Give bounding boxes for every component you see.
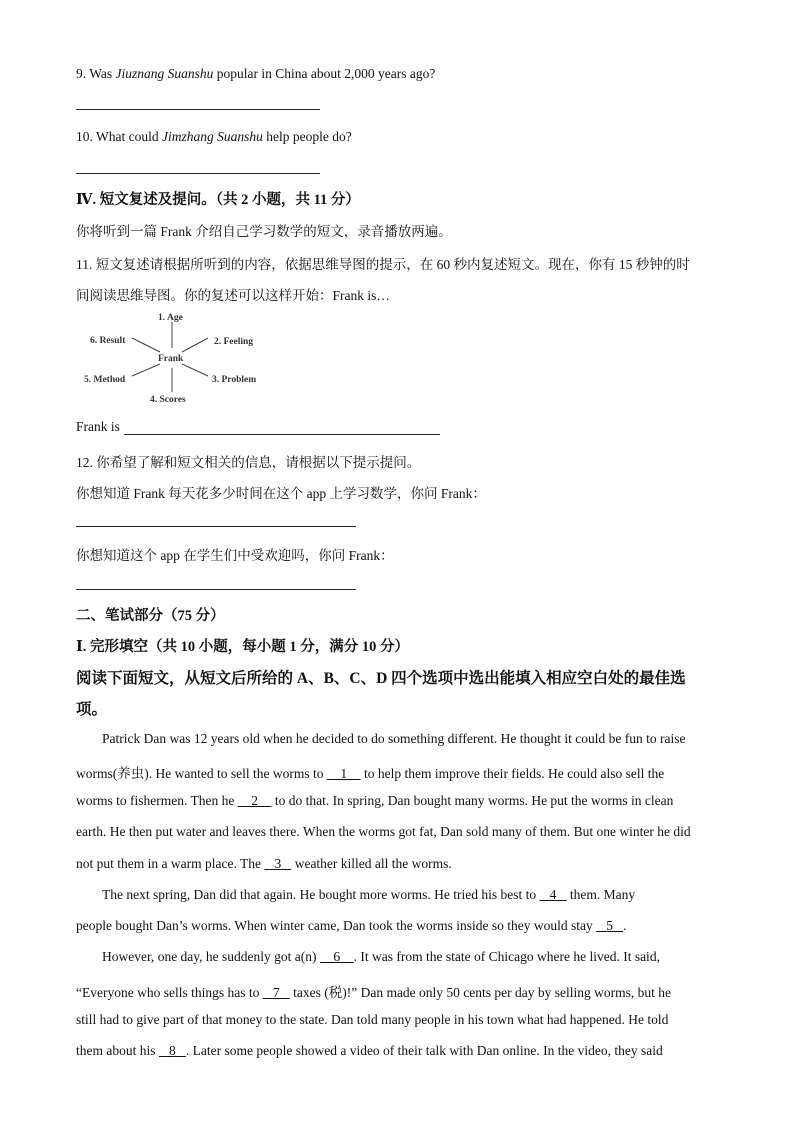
passage-p1-line1: Patrick Dan was 12 years old when he decided to do something different. He thought it could be fun to raise <box>102 731 686 746</box>
part-2-heading: 二、笔试部分（75 分） <box>76 608 225 624</box>
mind-map-node-problem: 3. Problem <box>212 375 257 385</box>
mind-map-node-scores: 4. Scores <box>150 395 186 405</box>
retell-answer-line[interactable] <box>124 422 440 435</box>
blank-6[interactable]: 6 <box>333 949 341 964</box>
mind-map-diagram <box>84 308 274 408</box>
answer-line-9[interactable] <box>76 109 320 110</box>
mind-map-center: Frank <box>158 354 184 364</box>
passage-p3-line1: However, one day, he suddenly got a(n) 6 . It was from the state of Chicago where he lived. It said, <box>102 949 660 964</box>
blank-3[interactable]: 3 <box>274 856 282 871</box>
question-12-prompt-b: 你想知道这个 app 在学生们中受欢迎吗，你问 Frank： <box>76 548 394 563</box>
passage-p2-line2: people bought Dan’s worms. When winter came, Dan took the worms inside so they would stay 5 . <box>76 918 627 933</box>
section-4-intro: 你将听到一篇 Frank 介绍自己学习数学的短文，录音播放两遍。 <box>76 224 452 239</box>
cloze-instruction-line2: 项。 <box>76 701 108 718</box>
passage-p1-line4: earth. He then put water and leaves there. When the worms got fat, Dan sold many of them. But one winter he did <box>76 824 691 839</box>
mind-map-node-result: 6. Result <box>90 336 126 346</box>
passage-p1-line3: worms to fishermen. Then he 2 to do that. In spring, Dan bought many worms. He put the worms in clean <box>76 793 674 808</box>
passage-p1-line5: not put them in a warm place. The 3 weather killed all the worms. <box>76 856 452 871</box>
passage-p3-line2: “Everyone who sells things has to 7 taxes (税)!” Dan made only 50 cents per day by selling worms, but he <box>76 985 672 1000</box>
blank-1[interactable]: 1 <box>340 766 348 781</box>
question-12: 12. 你希望了解和短文相关的信息，请根据以下提示提问。 <box>76 455 421 470</box>
cloze-instruction-line1: 阅读下面短文，从短文后所给的 A、B、C、D 四个选项中选出能填入相应空白处的最佳选 <box>76 670 686 687</box>
book-title: Jiuznang Suanshu <box>115 66 214 81</box>
mind-map-node-feeling: 2. Feeling <box>214 337 254 347</box>
blank-4[interactable]: 4 <box>549 887 557 902</box>
frank-is-prompt: Frank is <box>76 419 440 435</box>
question-10: 10. What could Jimzhang Suanshu help people do? <box>76 129 352 144</box>
passage-p3-line4: them about his 8 . Later some people showed a video of their talk with Dan online. In the video, they said <box>76 1043 663 1058</box>
blank-2[interactable]: 2 <box>251 793 258 808</box>
question-11-line1: 11. 短文复述请根据所听到的内容，依据思维导图的提示，在 60 秒内复述短文。现在，你有 15 秒钟的时 <box>76 257 690 272</box>
blank-8[interactable]: 8 <box>169 1043 176 1058</box>
answer-line-12b[interactable] <box>76 589 356 590</box>
answer-line-10[interactable] <box>76 173 320 174</box>
answer-line-12a[interactable] <box>76 526 356 527</box>
question-11-line2: 间阅读思维导图。你的复述可以这样开始：Frank is… <box>76 288 390 303</box>
mind-map-node-method: 5. Method <box>84 375 126 385</box>
passage-p2-line1: The next spring, Dan did that again. He bought more worms. He tried his best to 4 them. Many <box>102 887 636 902</box>
blank-7[interactable]: 7 <box>272 985 280 1000</box>
passage-p3-line3: still had to give part of that money to the state. Dan told many people in his town what had happened. He told <box>76 1012 669 1027</box>
mind-map-node-age: 1. Age <box>158 313 183 323</box>
passage-p1-line2: worms(养虫). He wanted to sell the worms to 1 to help them improve their fields. He could also sell the <box>76 766 665 781</box>
question-12-prompt-a: 你想知道 Frank 每天花多少时间在这个 app 上学习数学，你问 Frank： <box>76 486 486 501</box>
question-9: 9. Was Jiuznang Suanshu popular in China about 2,000 years ago? <box>76 66 436 81</box>
section-4-heading: Ⅳ. 短文复述及提问。（共 2 小题，共 11 分） <box>76 192 360 208</box>
blank-5[interactable]: 5 <box>606 918 614 933</box>
book-title: Jimzhang Suanshu <box>161 129 263 144</box>
cloze-heading: Ⅰ. 完形填空（共 10 小题，每小题 1 分，满分 10 分） <box>76 639 410 655</box>
